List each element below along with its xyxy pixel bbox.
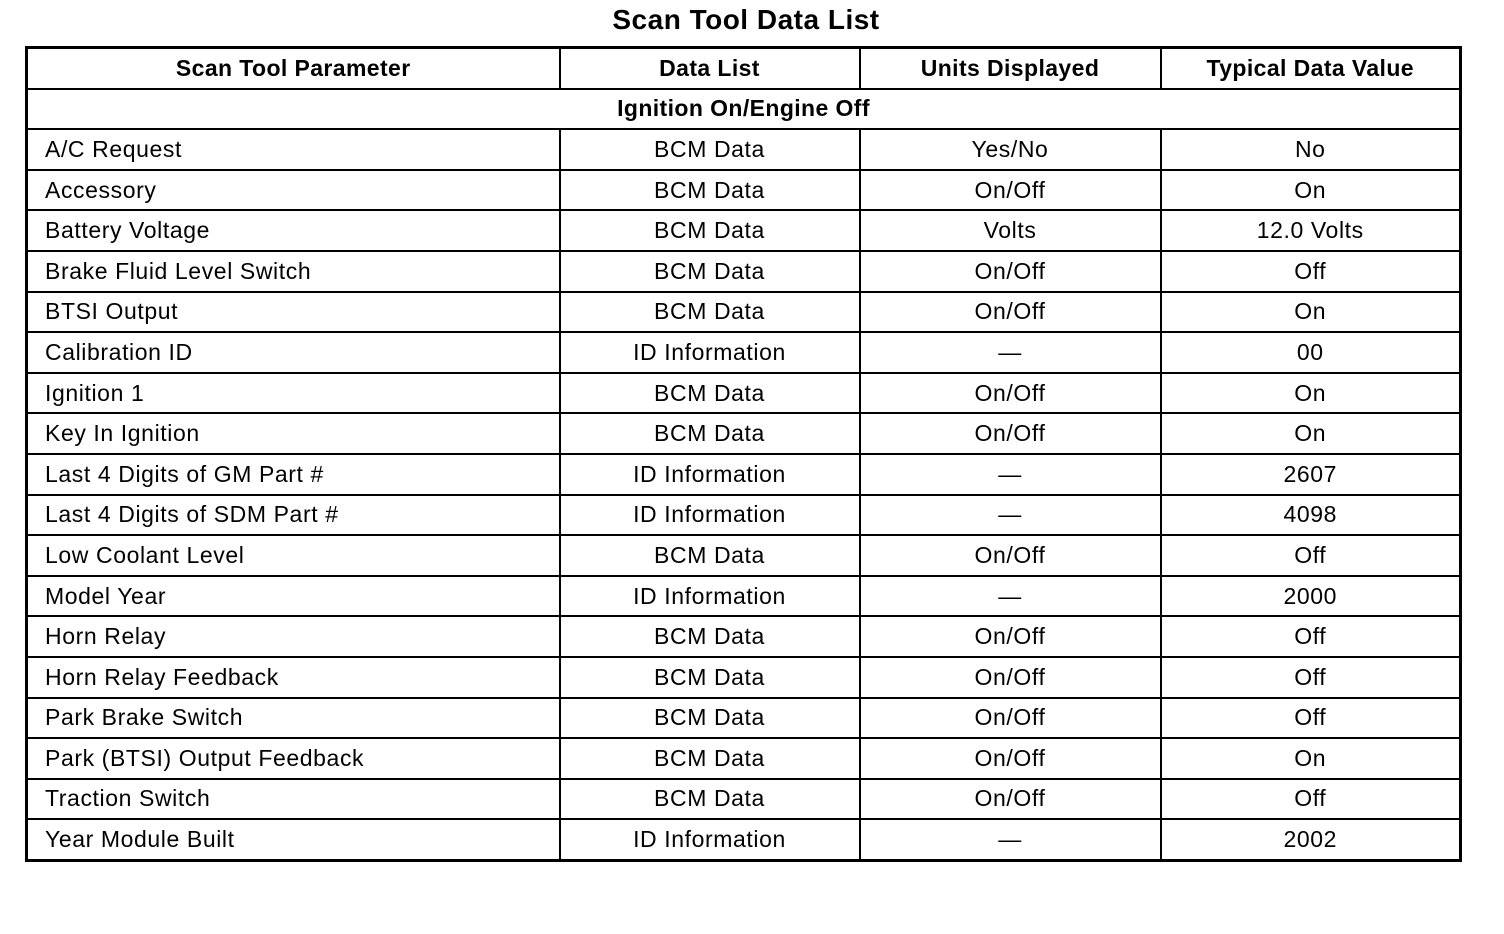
units-cell: On/Off	[860, 413, 1161, 454]
typical-value-cell: 4098	[1161, 495, 1461, 536]
parameter-cell: BTSI Output	[27, 292, 560, 333]
parameter-cell: A/C Request	[27, 129, 560, 170]
typical-value-cell: Off	[1161, 657, 1461, 698]
column-header-units: Units Displayed	[860, 48, 1161, 89]
table-row	[27, 373, 1461, 414]
data-list-cell: BCM Data	[560, 129, 860, 170]
units-cell: On/Off	[860, 738, 1161, 779]
data-list-cell: ID Information	[560, 454, 860, 495]
table-row	[27, 413, 1461, 454]
units-cell: —	[860, 454, 1161, 495]
typical-value-cell: Off	[1161, 616, 1461, 657]
typical-value-cell: On	[1161, 292, 1461, 333]
table-row	[27, 210, 1461, 251]
column-header-data-list: Data List	[560, 48, 860, 89]
table-row	[27, 779, 1461, 820]
table-row	[27, 292, 1461, 333]
table-row	[27, 251, 1461, 292]
typical-value-cell: On	[1161, 738, 1461, 779]
parameter-cell: Ignition 1	[27, 373, 560, 414]
table-row	[27, 535, 1461, 576]
units-cell: On/Off	[860, 779, 1161, 820]
typical-value-cell: On	[1161, 373, 1461, 414]
table-row	[27, 819, 1461, 860]
data-list-cell: BCM Data	[560, 292, 860, 333]
table-row	[27, 129, 1461, 170]
table-row	[27, 738, 1461, 779]
typical-value-cell: No	[1161, 129, 1461, 170]
units-cell: On/Off	[860, 698, 1161, 739]
scan-tool-data-table	[25, 46, 1462, 862]
parameter-cell: Accessory	[27, 170, 560, 211]
column-header-parameter: Scan Tool Parameter	[27, 48, 560, 89]
section-row	[27, 89, 1461, 130]
header-row	[27, 48, 1461, 89]
units-cell: On/Off	[860, 657, 1161, 698]
parameter-cell: Key In Ignition	[27, 413, 560, 454]
parameter-cell: Horn Relay Feedback	[27, 657, 560, 698]
typical-value-cell: On	[1161, 170, 1461, 211]
data-list-cell: BCM Data	[560, 413, 860, 454]
table-row	[27, 495, 1461, 536]
data-list-cell: BCM Data	[560, 616, 860, 657]
data-list-cell: BCM Data	[560, 779, 860, 820]
data-list-cell: ID Information	[560, 495, 860, 536]
parameter-cell: Calibration ID	[27, 332, 560, 373]
data-list-cell: ID Information	[560, 576, 860, 617]
parameter-cell: Horn Relay	[27, 616, 560, 657]
data-list-cell: BCM Data	[560, 738, 860, 779]
parameter-cell: Year Module Built	[27, 819, 560, 860]
column-header-typical-value: Typical Data Value	[1161, 48, 1461, 89]
parameter-cell: Traction Switch	[27, 779, 560, 820]
parameter-cell: Brake Fluid Level Switch	[27, 251, 560, 292]
table-row	[27, 698, 1461, 739]
table-row	[27, 454, 1461, 495]
section-heading: Ignition On/Engine Off	[27, 89, 1461, 130]
units-cell: On/Off	[860, 373, 1161, 414]
data-list-cell: ID Information	[560, 332, 860, 373]
typical-value-cell: Off	[1161, 779, 1461, 820]
typical-value-cell: Off	[1161, 698, 1461, 739]
data-list-cell: BCM Data	[560, 535, 860, 576]
data-list-cell: BCM Data	[560, 698, 860, 739]
data-list-cell: BCM Data	[560, 251, 860, 292]
parameter-cell: Last 4 Digits of GM Part #	[27, 454, 560, 495]
units-cell: Volts	[860, 210, 1161, 251]
typical-value-cell: 2002	[1161, 819, 1461, 860]
table-row	[27, 170, 1461, 211]
parameter-cell: Last 4 Digits of SDM Part #	[27, 495, 560, 536]
units-cell: —	[860, 819, 1161, 860]
units-cell: Yes/No	[860, 129, 1161, 170]
parameter-cell: Low Coolant Level	[27, 535, 560, 576]
table-row	[27, 616, 1461, 657]
parameter-cell: Battery Voltage	[27, 210, 560, 251]
typical-value-cell: Off	[1161, 251, 1461, 292]
data-list-cell: ID Information	[560, 819, 860, 860]
units-cell: On/Off	[860, 251, 1161, 292]
typical-value-cell: 12.0 Volts	[1161, 210, 1461, 251]
units-cell: —	[860, 495, 1161, 536]
typical-value-cell: 2607	[1161, 454, 1461, 495]
parameter-cell: Model Year	[27, 576, 560, 617]
units-cell: On/Off	[860, 616, 1161, 657]
units-cell: —	[860, 332, 1161, 373]
data-list-cell: BCM Data	[560, 210, 860, 251]
table-row	[27, 332, 1461, 373]
data-list-cell: BCM Data	[560, 170, 860, 211]
units-cell: —	[860, 576, 1161, 617]
units-cell: On/Off	[860, 292, 1161, 333]
table-row	[27, 576, 1461, 617]
data-list-cell: BCM Data	[560, 373, 860, 414]
parameter-cell: Park Brake Switch	[27, 698, 560, 739]
data-list-cell: BCM Data	[560, 657, 860, 698]
typical-value-cell: 2000	[1161, 576, 1461, 617]
typical-value-cell: On	[1161, 413, 1461, 454]
page-title: Scan Tool Data List	[612, 4, 880, 35]
table-row	[27, 657, 1461, 698]
units-cell: On/Off	[860, 170, 1161, 211]
typical-value-cell: Off	[1161, 535, 1461, 576]
parameter-cell: Park (BTSI) Output Feedback	[27, 738, 560, 779]
units-cell: On/Off	[860, 535, 1161, 576]
typical-value-cell: 00	[1161, 332, 1461, 373]
